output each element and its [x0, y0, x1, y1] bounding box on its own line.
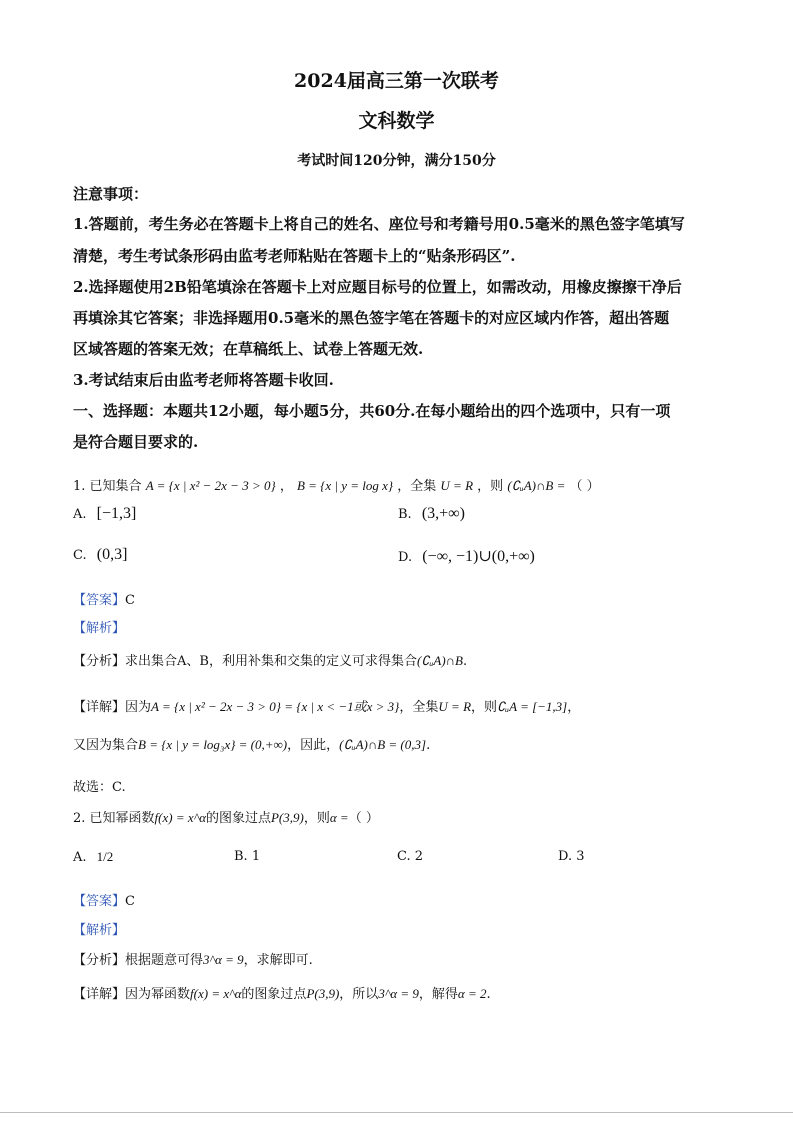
q2-point: P(3,9)	[270, 810, 304, 825]
answer-value: C	[125, 593, 135, 608]
notice-line: 区域答题的答案无效；在草稿纸上、试卷上答题无效.	[73, 340, 424, 358]
q1-option-b: B. (3,+∞)	[398, 505, 465, 522]
q1-then: ，则	[477, 479, 504, 494]
q1-expression: (∁ᵤA)∩B =	[507, 478, 566, 493]
q1-prefix: 1. 已知集合	[73, 479, 142, 494]
q1-conclusion: 故选：C.	[73, 780, 126, 795]
q1-answer	[73, 589, 135, 608]
detail-tag: 【详解】	[73, 700, 126, 715]
exam-info: 考试时间120分钟，满分150分	[297, 153, 496, 169]
notice-line: 再填涂其它答案；非选择题用0.5毫米的黑色签字笔在答题卡的对应区域内作答，超出答题	[73, 309, 670, 327]
analysis-tag: 【分析】	[73, 654, 126, 669]
q2-option-b: B. 1	[234, 849, 261, 864]
q1-jiexi-tag: 【解析】	[73, 621, 126, 636]
q1-universe-text: ，全集	[397, 479, 437, 494]
q2-detail: 【详解】因为幂函数f(x) = x^α的图象过点P(3,9)，所以3^α = 9，解得α = 2.	[73, 986, 491, 1002]
answer-tag: 【答案】	[73, 894, 126, 909]
section-heading: 一、选择题：本题共12小题，每小题5分，共60分.在每小题给出的四个选项中，只有一项	[73, 402, 671, 420]
answer-value: C	[125, 894, 135, 909]
detail-tag: 【详解】	[73, 987, 126, 1002]
q2-analysis: 【分析】根据题意可得3^α = 9，求解即可.	[73, 952, 313, 968]
q2-jiexi-tag: 【解析】	[73, 923, 126, 938]
page-title: 2024届高三第一次联考	[294, 70, 499, 92]
analysis-tag: 【分析】	[73, 953, 126, 968]
q1-detail-line-2: 又因为集合B = {x | y = log₃x} = (0,+∞)，因此，(∁ᵤA)∩B = (0,3].	[73, 737, 431, 753]
question-1	[73, 475, 600, 494]
subject-title: 文科数学	[358, 110, 435, 132]
q2-option-c: C. 2	[397, 849, 424, 864]
q2-option-d: D. 3	[558, 849, 585, 864]
q1-set-a: A = {x | x² − 2x − 3 > 0}	[145, 478, 276, 493]
q1-option-d: D. (−∞, −1)∪(0,+∞)	[398, 548, 535, 565]
q1-answer-paren: （ ）	[569, 479, 600, 494]
q2-answer-paren: （ ）	[348, 811, 379, 826]
section-heading: 是符合题目要求的.	[73, 433, 199, 451]
notice-line: 1.答题前，考生务必在答题卡上将自己的姓名、座位号和考籍号用0.5毫米的黑色签字笔填写	[73, 215, 685, 233]
q1-option-a: A. [−1,3]	[73, 505, 137, 522]
q2-answer	[73, 890, 135, 909]
q1-analysis: 【分析】求出集合A、B，利用补集和交集的定义可求得集合(∁ᵤA)∩B.	[73, 653, 468, 669]
q1-set-b: B = {x | y = log x}	[296, 478, 394, 493]
q1-detail-line-1: 【详解】因为A = {x | x² − 2x − 3 > 0} = {x | x < −1或x > 3}，全集U = R，则∁ᵤA = [−1,3]，	[73, 699, 581, 715]
q1-option-c: C. (0,3]	[73, 546, 128, 563]
q1-universe: U = R	[440, 478, 474, 493]
q2-function: f(x) = x^α	[154, 810, 206, 825]
notice-line: 2.选择题使用2B铅笔填涂在答题卡上对应题目标号的位置上，如需改动，用橡皮擦擦干净后	[73, 278, 682, 296]
notice-heading: 注意事项：	[73, 185, 149, 203]
notice-line: 3.考试结束后由监考老师将答题卡收回.	[73, 371, 334, 389]
q2-option-a: A. 1/2	[73, 849, 114, 865]
notice-line: 清楚，考生考试条形码由监考老师粘贴在答题卡上的“贴条形码区”.	[73, 247, 516, 265]
answer-tag: 【答案】	[73, 593, 126, 608]
question-2: 2. 已知幂函数f(x) = x^α的图象过点P(3,9)，则α =（ ）	[73, 810, 379, 826]
page-bottom-rule	[0, 1112, 793, 1113]
q1-sep: ，	[279, 479, 293, 494]
